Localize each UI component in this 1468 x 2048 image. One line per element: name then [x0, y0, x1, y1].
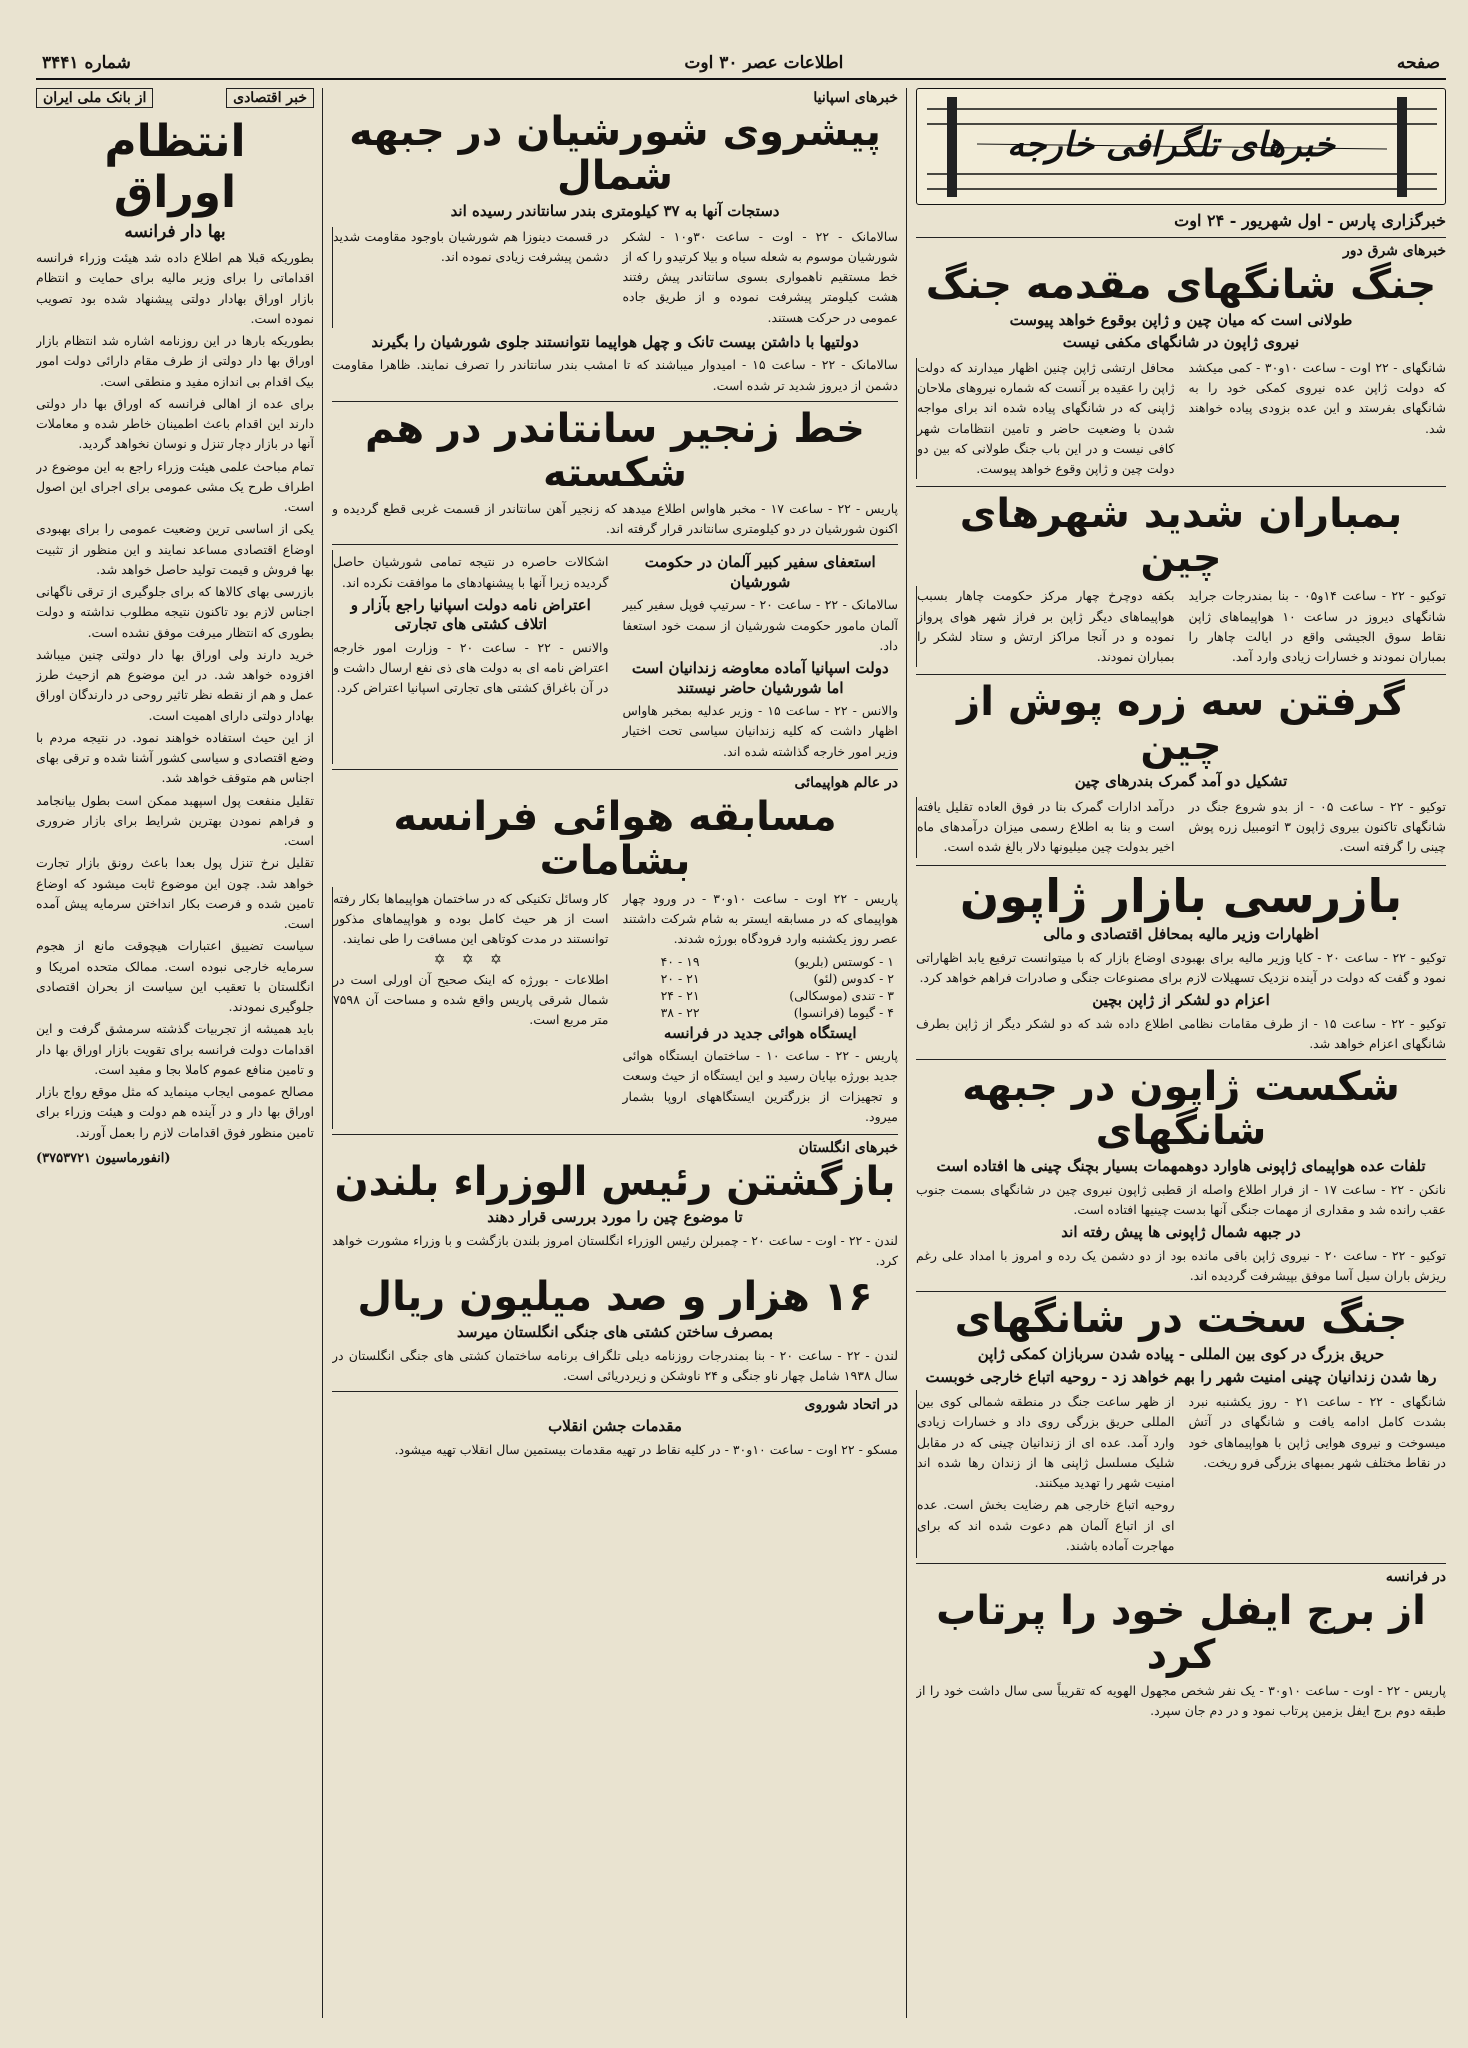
headline: مسابقه هوائی فرانسه بشامات [393, 793, 837, 884]
article-paragraph: از این حیث استفاده خواهند نمود. در نتیجه مردم با وضع اقتصادی و سیاسی کشور آشنا شده و ترقی بهای اجناس هم متوقف خواهد شد. [36, 729, 314, 786]
article-paragraph: والانس - ۲۲ - ساعت ۲۰ - وزارت امور خارجه اعتراض نامه ای به دولت های ذی نفع ارسال داشت و در آن باغراق کشتی های تجارتی اسپانیا اعتراض کرد. [333, 639, 609, 696]
table-cell: ۲۲ - ۳۸ [660, 1004, 700, 1020]
article-shanghai-fighting [916, 1297, 1446, 1558]
header-page-label: صفحه [1396, 53, 1440, 73]
headline: بازرسی بازار ژاپون [959, 868, 1403, 923]
separator-stars: ✡ ✡ ✡ [433, 951, 508, 968]
article-paragraph: بطوریکه بارها در این روزنامه اشاره شد انتظام بازار اوراق بها دار دولتی از طرف مقام دارائی دولت امور بیک اقدام بی اندازه مفید و منطقی است. [36, 333, 314, 389]
subheadline-2: دولتیها با داشتن بیست تانک و چهل هواپیما نتوانستند جلوی شورشیان را بگیرند [371, 332, 859, 351]
headline: جنگ سخت در شانگهای [954, 1296, 1408, 1343]
table-cell: ۴ - گیوما (فرانسوا) [793, 1004, 894, 1020]
subheadline: بها دار فرانسه [124, 222, 226, 242]
section-kicker: در عالم هواپیمائی [794, 774, 898, 791]
article-paragraph: نانکن - ۲۲ - ساعت ۱۷ - از فرار اطلاع واصله از قطبی ژاپون نیروی چین در شانگهای بسمت جنوب عقب رانده شد و مقداری از مهمات جنگی آنها بدست چینیها افتاده است. [916, 1181, 1446, 1217]
article-paragraph: شانگهای - ۲۲ - ساعت ۲۱ - روز یکشنبه نبرد بشدت کامل ادامه یافت و شانگهای در آتش میسوخت و نیروی هوایی ژاپن با هواپیماهای خود در نقاط مختلف شهر بمبهای بزرگی فرو ریخت. [1188, 1394, 1446, 1470]
section-kicker: در فرانسه [1385, 1569, 1446, 1586]
headline: جنگ شانگهای مقدمه جنگ [925, 261, 1437, 308]
article-paragraph: سیاست تضییق اعتبارات هیچوقت مانع از هجوم سرمایه خارجی نبوده است. ممالک متحده امریکا و انگلستان با تعقیب این سیاست از بحران اقتصادی جلوگیری نمودند. [36, 938, 314, 1014]
source-footnote: (انفورماسیون ۳۷۵۳۷۲۱) [36, 1150, 171, 1166]
subheadline-2: در جبهه شمال ژاپونی ها پیش رفته اند [1061, 1223, 1301, 1242]
table-cell: ۳ - تندی (موسکالی) [789, 987, 894, 1003]
article-paragraph: پاریس - ۲۲ - اوت - ساعت ۱۰و۳۰ - یک نفر شخص مجهول الهویه که تقریباً سی سال داشت خود را از طبقه دوم برج ایفل بزمین پرتاب نمود و در دم جان سپرد. [916, 1683, 1446, 1719]
subheadline: تشکیل دو آمد گمرک بندرهای چین [1074, 772, 1288, 791]
header-issue-number: شماره ۳۴۴۱ [42, 53, 131, 73]
table-cell: ۲۱ - ۲۴ [660, 987, 700, 1003]
article-paragraph: تمام مباحث علمی هیئت وزراء راجع به این موضوع در اطراف طرح یک مشی عمومی برای اجرای این اصول است. [36, 458, 314, 514]
subheadline-2: اعزام دو لشکر از ژاپن بچین [1092, 991, 1270, 1010]
article-paragraph: لندن - ۲۲ - اوت - ساعت ۲۰ - چمبرلن رئیس الوزراء انگلستان امروز بلندن بازگشت و با وزراء مشورت خواهد کرد. [332, 1232, 898, 1268]
article-paragraph: پاریس - ۲۲ - ساعت ۱۰ - ساختمان ایستگاه هوائی جدید بورژه بپایان رسید و این ایستگاه از حیث وسعت و تجهیزات از بزرگترین ایستگاههای اروپا بشمار میرود. [622, 1048, 898, 1124]
article-paragraph: والانس - ۲۲ - ساعت ۱۵ - وزیر عدلیه بمخبر هاواس اظهار داشت که کلیه زندانیان سیاسی تحت اختیار وزیر امور خارجه گذاشته شده اند. [622, 703, 898, 759]
article-paragraph: بطوریکه قبلا هم اطلاع داده شد هیئت وزراء فرانسه اقداماتی را برای وزیر مالیه برای حمایت و انتظام بازار اوراق بهادار دولتی پیشنهاد شده بود تصویب نموده است. [36, 250, 314, 326]
table-row [623, 970, 899, 987]
subheadline-2: رها شدن زندانیان چینی امنیت شهر را بهم خواهد زد - روحیه اتباع خارجی خوبست [925, 1367, 1437, 1386]
article-japan-defeat [916, 1065, 1446, 1286]
article-paragraph: مسکو - ۲۲ اوت - ساعت ۱۰و۳۰ - در کلیه نقاط در تهیه مقدمات بیستمین سال انقلاب تهیه میشود. [394, 1441, 898, 1457]
section-logo-text: خبرهای تلگرافی خارجه [1007, 125, 1335, 165]
article-paragraph: از ظهر ساعت جنگ در منطقه شمالی کوی بین المللی حریق بزرگی روی داد و خسارات زیادی وارد آمد. عده ای از زندانیان چینی که در مقابل شلیک مسلسل ژاپنی ها از زندان رها شده اند امنیت شهر را تهدید میکنند. [917, 1394, 1175, 1491]
article-england [332, 1140, 898, 1460]
article-japan-market [916, 868, 1446, 1055]
race-results-table [623, 953, 899, 1021]
article-paragraph: توکیو - ۲۲ - ساعت ۰۵ - از بدو شروع جنگ در شانگهای تاکنون بیروی ژاپون ۳ اتومبیل زره پوش چینی را گرفته است. [1188, 798, 1446, 855]
subheadline: طولانی است که میان چین و ژاپن بوقوع خواهد پیوست [1009, 310, 1353, 329]
subheadline: حریق بزرگ در کوی بین المللی - پیاده شدن سربازان کمکی ژاپن [977, 1345, 1385, 1364]
subheadline-2: نیروی ژاپون در شانگهای مکفی نیست [1062, 333, 1300, 352]
article-shanghai-war [916, 263, 1446, 482]
article-paragraph: سالامانک - ۲۲ - اوت - ساعت ۳۰و۱۰ - لشکر شورشیان موسوم به شعله سیاه و بیلا کرتیدو را که از خط مستقیم ناهمواری بسوی سانتاندر پیش رفتند هشت کیلومتر پیشرفت نموده و از طریق جاده عمومی در حرکت هستند. [622, 228, 898, 325]
article-paragraph: در قسمت دینوزا هم شورشیان باوجود مقاومت شدید دشمن پیشرفت زیادی نموده اند. [332, 227, 615, 328]
headline: از برج ایفل خود را پرتاب کرد [936, 1588, 1426, 1679]
column-world-news [332, 88, 898, 2018]
article-paragraph: لندن - ۲۲ - ساعت ۲۰ - بنا بمندرجات روزنامه دیلی تلگراف برنامه ساختمان کشتی های جنگی انگلستان در سال ۱۹۳۸ شامل چهار ناو جنگی و ۲۴ ناوشکن و زیردریائی است. [332, 1347, 898, 1383]
article-paragraph: تقلیل منفعت پول اسپهبد ممکن است بطول بیانجامد و فراهم نمودن بهترین شرایط برای بازار ضروری است. [36, 792, 314, 848]
article-paragraph: توکیو - ۲۲ - ساعت ۱۵ - از طرف مقامات نظامی اطلاع داده شد که دو لشکر دیگر از ژاپن بطرف شانگهای اعزام خواهد شد. [916, 1015, 1446, 1051]
subheadline: اظهارات وزیر مالیه بمحافل اقتصادی و مالی [1043, 925, 1319, 944]
article-air-race [332, 775, 898, 1129]
article-spain-north [332, 110, 898, 396]
subheadline: دولت اسپانیا آماده معاوضه زندانیان است اما شورشیان حاضر نیستند [631, 659, 889, 697]
article-paragraph: شانگهای - ۲۲ اوت - ساعت ۱۰و۳۰ - کمی میکشد که دولت ژاپن عده نیروی کمکی خود را به شانگهای بفرستد و این عده بزودی پیاده خواهند شد. [1188, 359, 1446, 436]
table-row [623, 1004, 899, 1021]
table-row [623, 987, 899, 1004]
article-paragraph: یکی از اساسی ترین وضعیت عمومی را برای بهبودی اوضاع اقتصادی مساعد نمایند و این منظور از تثبیت بها فروش و قیمت تولید حاصل خواهد شد. [36, 521, 314, 577]
article-paragraph: کار وسائل تکنیکی که در ساختمان هواپیماها بکار رفته است از هر حیث کامل بوده و هواپیماهای مذکور توانستند در مدت کوتاهی این مسافت را طی نمایند. [333, 890, 609, 947]
subheadline-2: بمصرف ساختن کشتی های جنگی انگلستان میرسد [456, 1323, 774, 1341]
article-paragraph: درآمد ادارات گمرک بنا در فوق العاده تقلیل یافته است و بنا به اطلاع رسمی میزان درآمدهای ماه اخیر بدولت چین میلیونها دلار بالغ شده است. [916, 797, 1181, 858]
headline-2: ۱۶ هزار و صد میلیون ریال [357, 1274, 873, 1320]
article-paragraph: تقلیل نرخ تنزل پول بعدا باعث رونق بازار تجارت خواهد شد. چون این موضوع ثابت میشود که اوضاع تامین شده و فرصت بکار انداختن سرمایه پیش آمده است. [36, 855, 314, 931]
table-cell: ۱ - کوستس (بلریو) [794, 953, 894, 969]
table-row [623, 953, 899, 970]
article-paragraph: خرید دارند ولی اوراق بها دار دولتی چنین میباشد افزوده خواهد شد. در این موضوع هم ازحیث طرز عمل و هم از نقطه نظر تاثیر روحی در دارندگان اوراق بهادار دولتی دارای اهمیت است. [36, 646, 314, 723]
article-paragraph: محافل ارتشی ژاپن چنین اظهار میدارند که دولت ژاپن را عقیده بر آنست که شماره نیروهای ملاحان ژاپنی که در شانگهای پیاده شده اند برای مواجه شدن با وضعیت حاضر و تامین انتظامات شهر کافی نیست و در این باب جنگ طولانی که بین دو دولت چین و ژاپن وقوع خواهد پیوست. [916, 358, 1181, 480]
headline: شکست ژاپون در جبهه شانگهای [962, 1064, 1400, 1155]
article-paragraph: باید همیشه از تجربیات گذشته سرمشق گرفت و این اقدامات دولت فرانسه برای تقویت بازار اوراق بها دار و تامین منافع عموم کاملا بجا و مفید است. [36, 1021, 314, 1077]
table-cell: ۲۱ - ۲۰ [660, 970, 700, 986]
article-german-ambassador [332, 550, 898, 764]
article-paragraph: اطلاعات - بورژه که اینک صحیح آن اورلی است در شمال شرقی پاریس واقع شده و مساحت آن ۷۵۹۸ متر مربع است. [333, 971, 609, 1027]
source-label: از بانک ملی ایران [36, 88, 153, 108]
article-paragraph: روحیه اتباع خارجی هم رضایت بخش است. عده ای از اتباع آلمان هم دعوت شده اند که برای مهاجرت آماده باشند. [917, 1497, 1175, 1553]
dateline: خبرگزاری پارس - اول شهریور - ۲۴ اوت [1174, 211, 1446, 230]
column-economic-news [36, 88, 314, 2018]
section-kicker: خبرهای شرق دور [1342, 242, 1446, 259]
article-paragraph: توکیو - ۲۲ - ساعت ۱۴و۰۵ - بنا بمندرجات جراید شانگهای دیروز در ساعت ۱۰ هواپیماهای ژاپن نقاط سوق الجیشی واقع در ایالت چاهار را بمباران نمودند و خسارات زیادی وارد آمد. [1188, 588, 1446, 665]
article-paragraph: سالامانک - ۲۲ - ساعت ۲۰ - سرتیپ فوپل سفیر کبیر آلمان مامور حکومت شورشیان از سمت خود استعفا داد. [622, 597, 898, 653]
article-paragraph: سالامانک - ۲۲ - ساعت ۱۵ - امیدوار میباشند که تا امشب بندر سانتاندر را تصرف نمایند. ظاهرا مقاومت دشمن از دیروز شدید تر شده است. [332, 357, 898, 393]
section-kicker: در اتحاد شوروی [804, 1397, 898, 1413]
subheadline: تا موضوع چین را مورد بررسی قرار دهند [487, 1208, 743, 1226]
subheadline-3: مقدمات جشن انقلاب [548, 1417, 682, 1435]
article-paragraph: توکیو - ۲۲ - ساعت ۲۰ - کایا وزیر مالیه برای بهبودی اوضاع بازار که با میتوانست ترفیع یابد اظهاراتی نمود و گفت که دولت در آینده نزدیک تسهیلات لازم برای مصنوعات جنگی و صادرات فراهم خواهد کرد. [916, 949, 1446, 985]
article-eiffel-tower [916, 1569, 1446, 1722]
headline: خط زنجیر سانتاندر در هم شکسته [365, 405, 865, 496]
article-paragraph: پاریس - ۲۲ اوت - ساعت ۱۰و۳۰ - در ورود چهار هواپیمای که در مسابقه ایستر به شام شرکت داشتند عصر روز یکشنبه وارد فرودگاه بورژه شدند. [622, 890, 898, 947]
article-paragraph: بکفه دوچرخ چهار مرکز حکومت چاهار بسبب هواپیماهای دیگر ژاپن بر فراز شهر هوای پرواز نموده و در آنجا مراکز ارتش و ستاد لشکر را بمباران نمودند. [916, 586, 1181, 667]
header-masthead: اطلاعات عصر ۳۰ اوت [684, 53, 844, 73]
page-header [36, 48, 1446, 80]
article-bombing-china [916, 492, 1446, 669]
headline: گرفتن سه زره پوش از چین [957, 679, 1405, 770]
section-kicker: خبرهای انگلستان [798, 1140, 898, 1156]
article-paragraph: پاریس - ۲۲ - ساعت ۱۷ - مخبر هاواس اطلاع میدهد که زنجیر آهن سانتاندر از قسمت غربی قطع گردیده و اکنون شورشیان در دو کیلومتری سانتاندر قرار گرفته اند. [332, 500, 898, 536]
headline: پیشروی شورشیان در جبهه شمال [349, 109, 881, 199]
article-paragraph: مصالح عمومی ایجاب مینماید که مثل موقع رواج بازار اوراق بها دار و در آینده هم دولت و هیئت وزراء برای تامین منظور فوق اقدامات لازم را بعمل آورند. [36, 1084, 314, 1140]
article-paragraph: توکیو - ۲۲ - ساعت ۲۰ - نیروی ژاپن باقی مانده بود از دو دشمن یک رده و امروز با امداد علی رغم ریزش باران سیل آسا موفق بپیشرفت گردیده اند. [916, 1247, 1446, 1283]
table-cell: ۲ - کدوس (لئو) [813, 970, 894, 986]
headline: بازگشتن رئیس الوزراء بلندن [334, 1159, 896, 1205]
headline: بمباران شدید شهرهای چین [959, 491, 1403, 582]
section-kicker: خبرهای اسپانیا [813, 90, 898, 106]
subheadline: ایستگاه هوائی جدید در فرانسه [663, 1023, 857, 1042]
table-cell: ۱۹ - ۴۰ [660, 953, 700, 969]
subheadline: تلفات عده هواپیمای ژاپونی هاوارد دوهمهمات بسیار بچنگ چینی ها افتاده است [936, 1157, 1426, 1176]
subheadline: دستجات آنها به ۳۷ کیلومتری بندر سانتاندر رسیده اند [450, 202, 780, 220]
subheadline-2: اعتراض نامه دولت اسپانیا راجع بآزار و اتلاف کشتی های تجارتی [350, 595, 591, 634]
newspaper-page [36, 48, 1446, 2023]
article-armored-cars [916, 680, 1446, 859]
section-label: خبر اقتصادی [226, 88, 314, 108]
column-foreign-news [916, 88, 1446, 2018]
article-paragraph: بازرسی بهای کالاها که برای جلوگیری از ترقی ناگهانی اجناس لازم بود تاکنون نتیجه مطلوب نداشته و دولت بطوری که انتظار میرفت موفق نشده است. [36, 584, 314, 640]
article-paragraph: اشکالات حاصره در نتیجه تمامی شورشیان حاصل گردیده زیرا آنها با پیشنهادهای ما موافقت نکرده اند. [333, 554, 609, 590]
article-santander-line [332, 407, 898, 540]
section-logo [916, 88, 1446, 205]
article-paragraph: برای عده از اهالی فرانسه که اوراق بها دار دولتی دارند این اقدام باعث اطمینان خاطر شده و معاملات آنها در بازار دچار تنزل و نوسان نخواهد گردید. [36, 395, 314, 452]
headline: استعفای سفیر کبیر آلمان در حکومت شورشیان [644, 553, 876, 591]
headline: انتظام اوراق [104, 116, 246, 218]
